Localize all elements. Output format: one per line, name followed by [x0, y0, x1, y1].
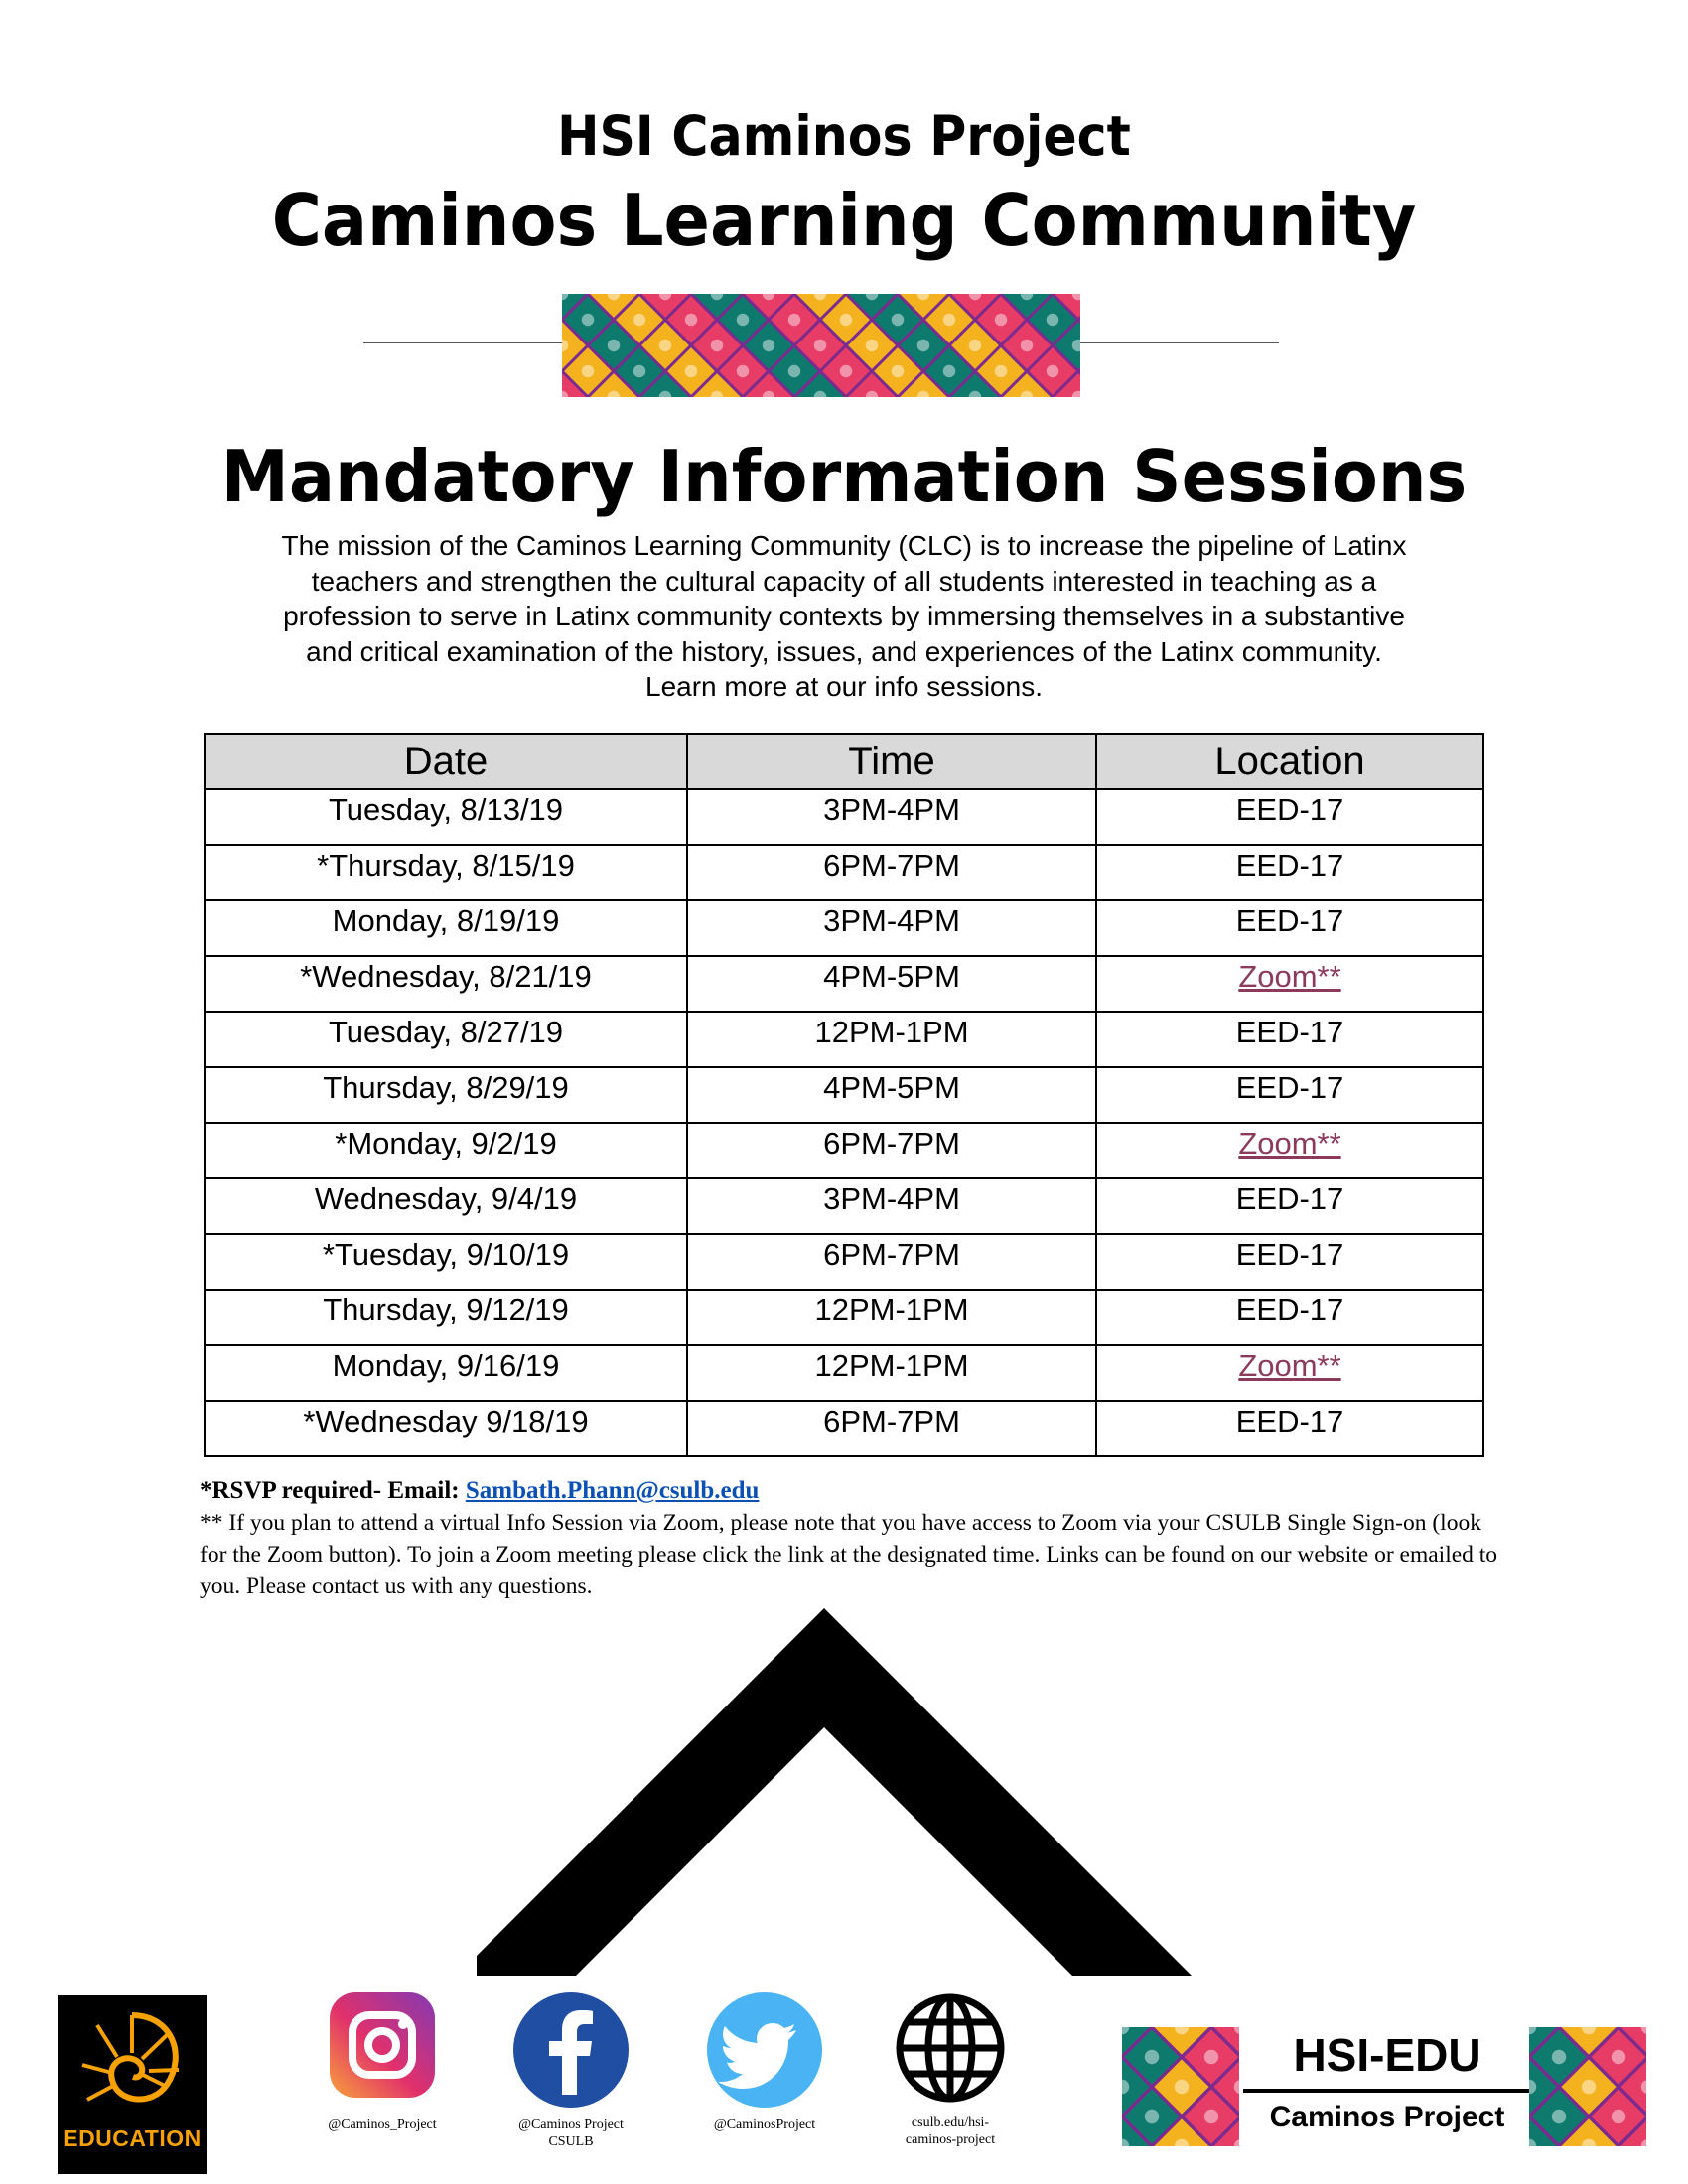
date-cell: *Wednesday 9/18/19 — [205, 1401, 687, 1456]
tile-flower — [892, 365, 904, 377]
date-cell: Wednesday, 9/4/19 — [205, 1178, 687, 1234]
twitter-block[interactable] — [675, 1990, 854, 2133]
tile-flower — [1175, 2080, 1189, 2094]
zoom-link[interactable]: Zoom** — [1096, 956, 1483, 1012]
date-cell: *Tuesday, 9/10/19 — [205, 1234, 687, 1290]
mission-line: teachers and strengthen the cultural capacity of all students interested in teaching as a — [311, 565, 1377, 597]
tile-flower — [659, 340, 671, 351]
table-row — [205, 789, 1483, 845]
location-cell: EED-17 — [1096, 845, 1483, 900]
tile-flower — [969, 340, 981, 351]
location-cell: EED-17 — [1096, 1012, 1483, 1067]
mission-line: profession to serve in Latinx community contexts by immersing themselves in a substantive — [283, 601, 1405, 631]
table-header-row — [205, 734, 1483, 789]
tile-flower — [788, 365, 800, 377]
tile-flower — [840, 365, 852, 377]
time-column-header: Time — [687, 734, 1096, 789]
time-cell: 12PM-1PM — [687, 1012, 1096, 1067]
tile-flower — [943, 365, 955, 377]
table-row — [205, 956, 1483, 1012]
website-url-line: caminos-project — [905, 2132, 996, 2147]
time-cell: 3PM-4PM — [687, 1178, 1096, 1234]
date-column-header: Date — [205, 734, 687, 789]
tile-flower — [1612, 2050, 1625, 2064]
rsvp-note — [200, 1475, 1510, 1507]
instagram-icon[interactable] — [328, 1990, 437, 2100]
date-cell: Tuesday, 8/27/19 — [205, 1012, 687, 1067]
tile-flower — [1204, 2050, 1218, 2064]
project-title: HSI Caminos Project — [557, 104, 1131, 168]
facebook-icon[interactable] — [511, 1990, 631, 2110]
facebook-handle-line: CSULB — [548, 2134, 594, 2149]
community-title: Caminos Learning Community — [271, 179, 1417, 262]
location-cell: EED-17 — [1096, 1234, 1483, 1290]
time-cell: 3PM-4PM — [687, 900, 1096, 956]
instagram-handle: @Caminos_Project — [328, 2117, 437, 2132]
tile-flower — [995, 314, 1007, 326]
mission-line: and critical examination of the history, issues, and experiences of the Latinx community. — [306, 635, 1382, 667]
location-column-header: Location — [1096, 734, 1483, 789]
table-row — [205, 1234, 1483, 1290]
date-cell: Thursday, 8/29/19 — [205, 1067, 687, 1123]
divider-left — [363, 342, 562, 343]
time-cell: 12PM-1PM — [687, 1345, 1096, 1401]
time-cell: 4PM-5PM — [687, 956, 1096, 1012]
sessions-title: Mandatory Information Sessions — [220, 435, 1468, 518]
hsi-edu-tile-right — [1529, 2027, 1646, 2146]
mission-statement — [228, 528, 1460, 705]
table-row — [205, 1345, 1483, 1401]
location-cell: EED-17 — [1096, 1401, 1483, 1456]
time-cell: 6PM-7PM — [687, 1401, 1096, 1456]
twitter-handle: @CaminosProject — [713, 2117, 816, 2132]
tile-flower — [633, 365, 645, 377]
tile-flower — [1047, 365, 1058, 377]
website-url — [861, 2115, 1040, 2148]
tile-flower — [737, 365, 749, 377]
hsi-edu-title: HSI-EDU — [1293, 2029, 1481, 2081]
education-wordmark: EDUCATION — [63, 2125, 202, 2151]
mission-line: The mission of the Caminos Learning Community (CLC) is to increase the pipeline of Latinx — [281, 530, 1407, 561]
papel-picado-banner — [562, 294, 1080, 397]
tile-flower — [995, 365, 1007, 377]
date-cell: Monday, 8/19/19 — [205, 900, 687, 956]
table-row — [205, 1123, 1483, 1178]
tile-flower — [892, 314, 904, 326]
hsi-edu-tile-left — [1122, 2027, 1239, 2146]
tile-flower — [1612, 2110, 1625, 2123]
notes — [200, 1475, 1510, 1602]
tile-flower — [866, 340, 878, 351]
tile-flower — [582, 314, 594, 326]
date-cell: *Monday, 9/2/19 — [205, 1123, 687, 1178]
tile-flower — [1047, 314, 1058, 326]
tile-flower — [1552, 2110, 1566, 2123]
tile-flower — [1204, 2110, 1218, 2123]
globe-icon[interactable] — [893, 1990, 1008, 2106]
table-row — [205, 1178, 1483, 1234]
time-cell: 12PM-1PM — [687, 1290, 1096, 1345]
tile-flower — [685, 314, 697, 326]
tile-flower — [582, 365, 594, 377]
time-cell: 6PM-7PM — [687, 845, 1096, 900]
zoom-link[interactable]: Zoom** — [1096, 1123, 1483, 1178]
zoom-note: ** If you plan to attend a virtual Info Session via Zoom, please note that you have access to Zoom via your CSULB Single Sign-on (look for the Zoom button). To join a Zoom meeting please click the link at the designated time. Links can be found on our website or emailed to you. Please contact us with any questions. — [200, 1510, 1498, 1599]
tile-flower — [1145, 2110, 1159, 2123]
csulb-education-logo — [58, 1995, 207, 2174]
zoom-link[interactable]: Zoom** — [1096, 1345, 1483, 1401]
tile-flower — [737, 314, 749, 326]
session-schedule-table — [204, 733, 1484, 1457]
location-cell: EED-17 — [1096, 789, 1483, 845]
table-row — [205, 900, 1483, 956]
time-cell: 6PM-7PM — [687, 1123, 1096, 1178]
tile-flower — [1021, 340, 1033, 351]
time-cell: 4PM-5PM — [687, 1067, 1096, 1123]
tile-flower — [1582, 2080, 1596, 2094]
chevron-graphic — [477, 1608, 1201, 1976]
tile-flower — [608, 340, 620, 351]
date-cell: *Thursday, 8/15/19 — [205, 845, 687, 900]
hsi-edu-subtitle: Caminos Project — [1269, 2101, 1505, 2133]
time-cell: 6PM-7PM — [687, 1234, 1096, 1290]
table-row — [205, 845, 1483, 900]
tile-flower — [1145, 2050, 1159, 2064]
tile-flower — [943, 314, 955, 326]
date-cell: *Wednesday, 8/21/19 — [205, 956, 687, 1012]
location-cell: EED-17 — [1096, 1178, 1483, 1234]
tile-flower — [788, 314, 800, 326]
date-cell: Thursday, 9/12/19 — [205, 1290, 687, 1345]
tile-flower — [763, 340, 774, 351]
location-cell: EED-17 — [1096, 900, 1483, 956]
tile-flower — [814, 340, 826, 351]
hsi-edu-divider — [1243, 2089, 1531, 2093]
tile-flower — [1552, 2050, 1566, 2064]
facebook-handle — [482, 2116, 660, 2150]
location-cell: EED-17 — [1096, 1290, 1483, 1345]
rsvp-email-link[interactable]: Sambath.Phann@csulb.edu — [465, 1477, 760, 1504]
tile-flower — [633, 314, 645, 326]
mission-line: Learn more at our info sessions. — [645, 671, 1043, 702]
date-cell: Monday, 9/16/19 — [205, 1345, 687, 1401]
twitter-icon[interactable] — [705, 1990, 824, 2110]
date-cell: Tuesday, 8/13/19 — [205, 789, 687, 845]
tile-flower — [917, 340, 929, 351]
tile-flower — [840, 314, 852, 326]
location-cell: EED-17 — [1096, 1067, 1483, 1123]
facebook-block[interactable] — [482, 1990, 660, 2150]
tile-flower — [711, 340, 723, 351]
table-row — [205, 1012, 1483, 1067]
divider-right — [1080, 342, 1279, 343]
table-row — [205, 1067, 1483, 1123]
tile-flower — [685, 365, 697, 377]
instagram-block[interactable] — [293, 1990, 472, 2133]
table-row — [205, 1290, 1483, 1345]
table-row — [205, 1401, 1483, 1456]
time-cell: 3PM-4PM — [687, 789, 1096, 845]
website-block[interactable] — [861, 1990, 1040, 2148]
hsi-edu-logo — [1122, 2027, 1648, 2146]
facebook-handle-line: @Caminos Project — [518, 2117, 624, 2132]
website-url-line: csulb.edu/hsi- — [911, 2116, 990, 2130]
rsvp-label: *RSVP required- Email: — [200, 1477, 466, 1504]
